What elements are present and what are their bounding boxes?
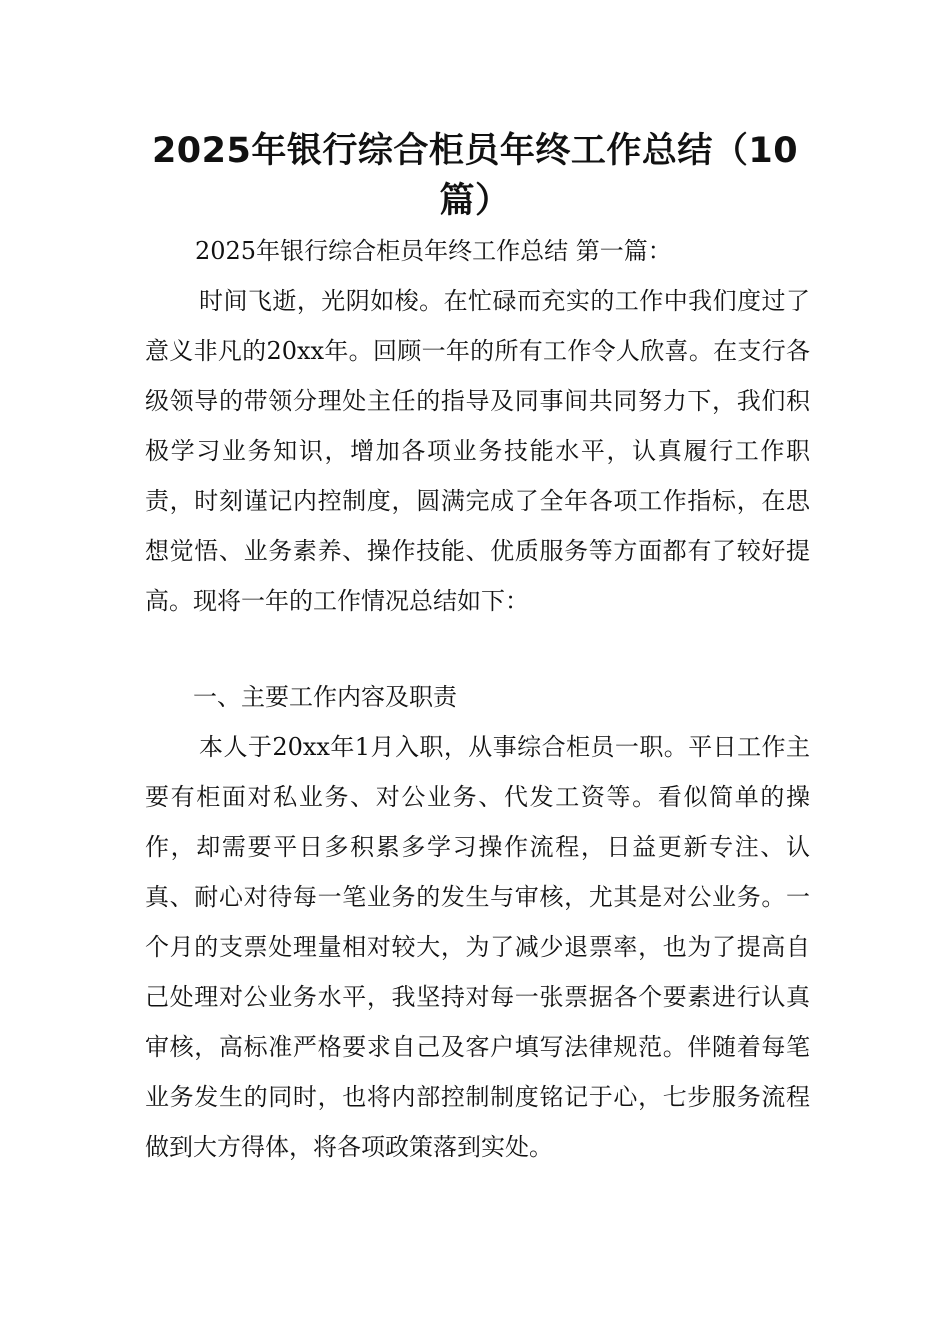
paragraph-duties: 本人于20xx年1月入职，从事综合柜员一职。平日工作主要有柜面对私业务、对公业务、代发工资等。看似简单的操作，却需要平日多积累多学习操作流程，日益更新专注、认真、耐心对待每一笔业务的发生与审核，尤其是对公业务。一个月的支票处理量相对较大，为了减少退票率，也为了提高自己处理对公业务水平，我坚持对每一张票据各个要素进行认真审核，高标准严格要求自己及客户填写法律规范。伴随着每笔业务发生的同时，也将内部控制制度铭记于心，七步服务流程做到大方得体，将各项政策落到实处。 xyxy=(145,733,810,1161)
document-title: 2025年银行综合柜员年终工作总结（10篇） xyxy=(151,131,799,221)
section-heading: 一、主要工作内容及职责 xyxy=(193,683,457,711)
paragraph-intro: 时间飞逝，光阴如梭。在忙碌而充实的工作中我们度过了意义非凡的20xx年。回顾一年的所有工作令人欣喜。在支行各级领导的带领分理处主任的指导及同事间共同努力下，我们积极学习业务知识，增加各项业务技能水平，认真履行工作职责，时刻谨记内控制度，圆满完成了全年各项工作指标，在思想觉悟、业务素养、操作技能、优质服务等方面都有了较好提高。现将一年的工作情况总结如下： xyxy=(145,287,810,615)
chapter-subtitle: 2025年银行综合柜员年终工作总结 第一篇： xyxy=(195,237,672,265)
